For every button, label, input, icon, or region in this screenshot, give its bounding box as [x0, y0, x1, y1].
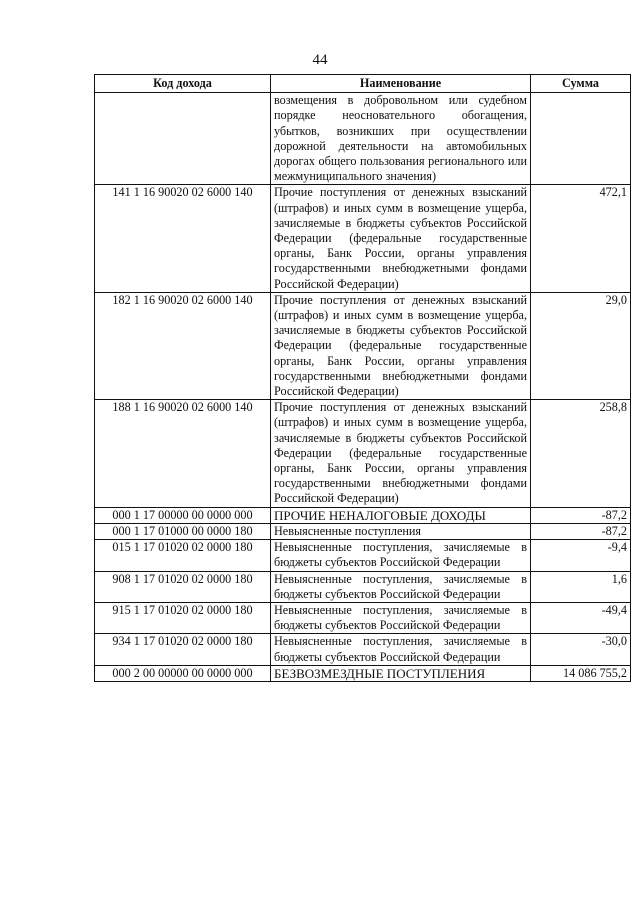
row-code: 188 1 16 90020 02 6000 140	[95, 400, 271, 507]
row-name: Прочие поступления от денежных взысканий (штрафов) и иных сумм в возмещение ущерба, зачисляемые в бюджеты субъектов Российской Федерации (федеральные государственные органы, Банк России, органы управления государственными внебюджетными фондами Российской Федерации)	[271, 400, 531, 507]
row-code: 000 2 00 00000 00 0000 000	[95, 665, 271, 681]
header-code: Код дохода	[95, 75, 271, 93]
row-sum: -9,4	[531, 540, 631, 571]
row-code	[95, 93, 271, 185]
row-sum: 14 086 755,2	[531, 665, 631, 681]
row-code: 000 1 17 01000 00 0000 180	[95, 523, 271, 539]
row-sum: -30,0	[531, 634, 631, 665]
row-sum: 472,1	[531, 185, 631, 292]
row-name: Невыясненные поступления, зачисляемые в бюджеты субъектов Российской Федерации	[271, 602, 531, 633]
table-row	[95, 602, 631, 633]
row-sum: 1,6	[531, 571, 631, 602]
table-row	[95, 185, 631, 292]
row-sum: 258,8	[531, 400, 631, 507]
table-row	[95, 571, 631, 602]
table-row	[95, 634, 631, 665]
table-row	[95, 400, 631, 507]
row-code: 915 1 17 01020 02 0000 180	[95, 602, 271, 633]
row-name: ПРОЧИЕ НЕНАЛОГОВЫЕ ДОХОДЫ	[271, 507, 531, 523]
table-header-row	[95, 75, 631, 93]
row-sum: -87,2	[531, 507, 631, 523]
row-sum	[531, 93, 631, 185]
table-row	[95, 292, 631, 399]
table-row	[95, 93, 631, 185]
row-code: 000 1 17 00000 00 0000 000	[95, 507, 271, 523]
page-number: 44	[312, 52, 328, 68]
row-name: Невыясненные поступления	[271, 523, 531, 539]
revenue-table	[94, 74, 631, 682]
row-name: Прочие поступления от денежных взысканий (штрафов) и иных сумм в возмещение ущерба, зачисляемые в бюджеты субъектов Российской Федерации (федеральные государственные органы, Банк России, органы управления государственными внебюджетными фондами Российской Федерации)	[271, 185, 531, 292]
row-code: 015 1 17 01020 02 0000 180	[95, 540, 271, 571]
table-row	[95, 665, 631, 681]
header-sum: Сумма	[531, 75, 631, 93]
table-row	[95, 507, 631, 523]
row-sum: -87,2	[531, 523, 631, 539]
table-row	[95, 523, 631, 539]
header-name: Наименование	[271, 75, 531, 93]
row-name: БЕЗВОЗМЕЗДНЫЕ ПОСТУПЛЕНИЯ	[271, 665, 531, 681]
row-code: 141 1 16 90020 02 6000 140	[95, 185, 271, 292]
row-name: Невыясненные поступления, зачисляемые в бюджеты субъектов Российской Федерации	[271, 540, 531, 571]
row-code: 182 1 16 90020 02 6000 140	[95, 292, 271, 399]
row-name: Прочие поступления от денежных взысканий (штрафов) и иных сумм в возмещение ущерба, зачисляемые в бюджеты субъектов Российской Федерации (федеральные государственные органы, Банк России, органы управления государственными внебюджетными фондами Российской Федерации)	[271, 292, 531, 399]
table-row	[95, 540, 631, 571]
row-code: 934 1 17 01020 02 0000 180	[95, 634, 271, 665]
row-name: возмещения в добровольном или судебном порядке неосновательного обогащения, убытков, возникших при осуществлении дорожной деятельности на автомобильных дорогах общего пользования регионального или межмуниципального значения)	[271, 93, 531, 185]
row-code: 908 1 17 01020 02 0000 180	[95, 571, 271, 602]
row-sum: -49,4	[531, 602, 631, 633]
row-name: Невыясненные поступления, зачисляемые в бюджеты субъектов Российской Федерации	[271, 634, 531, 665]
row-sum: 29,0	[531, 292, 631, 399]
row-name: Невыясненные поступления, зачисляемые в бюджеты субъектов Российской Федерации	[271, 571, 531, 602]
